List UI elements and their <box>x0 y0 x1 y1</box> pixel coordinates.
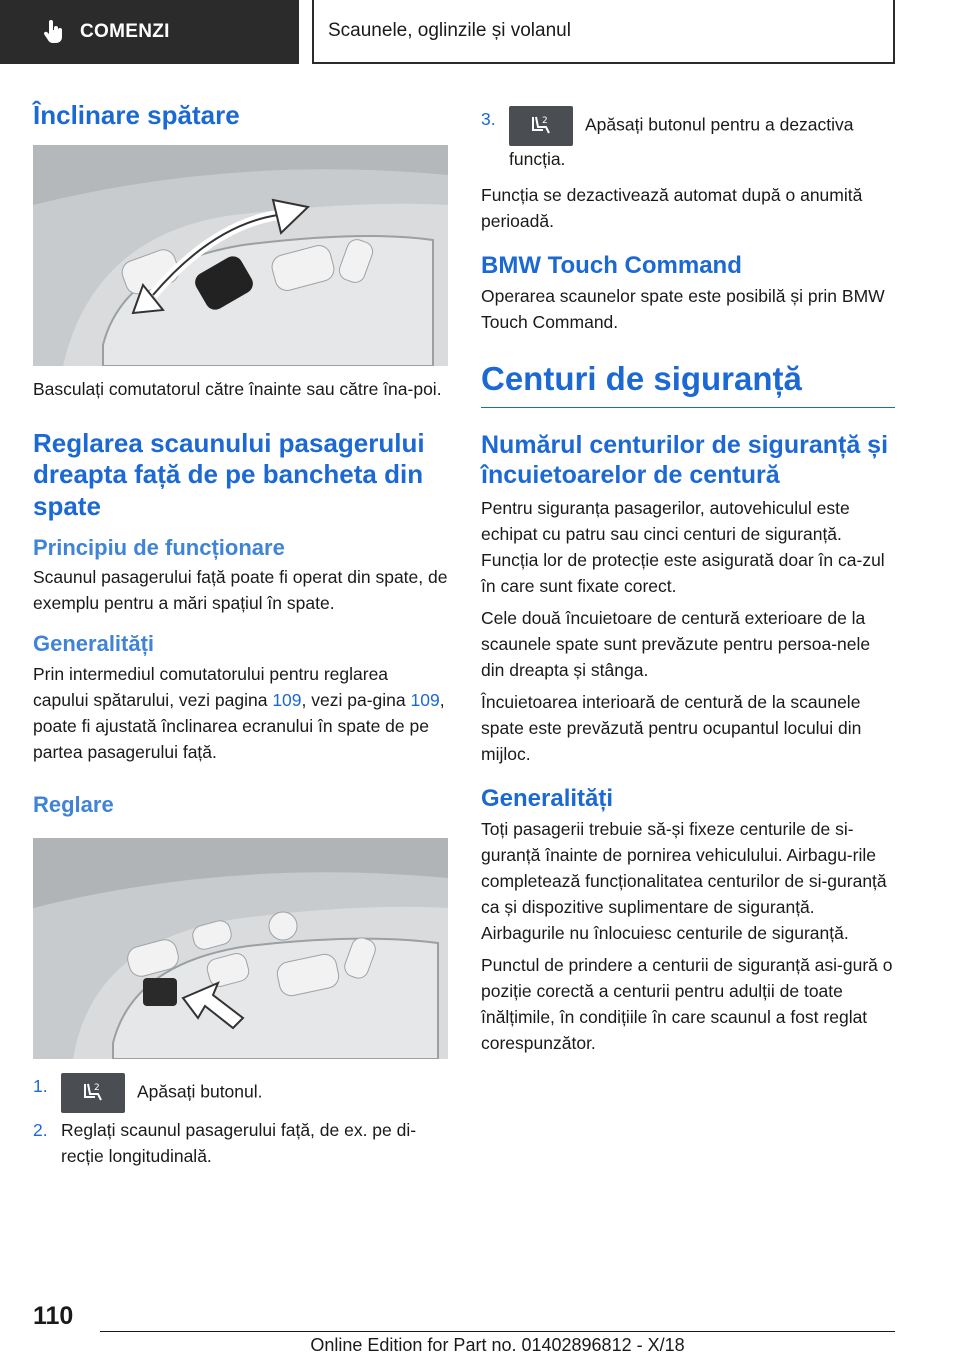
step-item-3 <box>481 106 895 172</box>
header-chapter-box <box>312 0 895 64</box>
heading-adjust: Reglare <box>33 791 114 817</box>
paragraph-backrest: Basculați comutatorul către înainte sau către îna-poi. <box>33 379 442 400</box>
page-link-109-b[interactable]: 109 <box>410 689 440 710</box>
page-link-109-a[interactable]: 109 <box>272 689 302 710</box>
svg-text:2: 2 <box>94 1082 100 1093</box>
backrest-switch-photo <box>33 145 448 366</box>
heading-passenger-seat: Reglarea scaunului pasagerului dreapta față de pe bancheta din spate <box>33 428 425 521</box>
text-segment: Prin intermediul comutatorului pentru reglarea capului spătarului, vezi pagina <box>33 663 389 710</box>
paragraph-general-right-2: Punctul de prindere a centurii de siguranță asi-gură o poziție corectă a centurii pentru adulții de toate înălțimile, în condițiile în care scaunul a fost reglat corespunzător. <box>481 954 893 1053</box>
step-number: 3. <box>481 109 496 129</box>
paragraph-belt-number-1: Pentru siguranța pasagerilor, autovehiculul este echipat cu patru sau cinci centuri de siguranță. Funcția lor de protecție este asigurată doar în ca-zul în care sunt fixate corect. <box>481 497 885 596</box>
text-segment: , poate fi ajustată înclinarea ecranului în spate de pe partea pasagerului față. <box>33 689 445 762</box>
chapter-title: Scaunele, oglinzile și volanul <box>328 20 571 41</box>
heading-principle: Principiu de funcționare <box>33 534 285 560</box>
seat-passenger-icon <box>529 114 553 138</box>
heading-belt-number: Numărul centurilor de siguranță și încuietoarelor de centură <box>481 430 889 490</box>
heading-general-left: Generalități <box>33 631 155 657</box>
step-text: Apăsați butonul pentru a dezactiva funcția. <box>509 114 854 169</box>
footer-divider <box>100 1331 895 1332</box>
step-item-1 <box>33 1073 448 1113</box>
paragraph-principle: Scaunul pasagerului față poate fi operat din spate, de exemplu pentru a mări spațiul în spate. <box>33 567 448 614</box>
section-label: COMENZI <box>80 21 170 42</box>
step-text: Apăsați butonul. <box>137 1081 263 1102</box>
paragraph-auto-off: Funcția se dezactivează automat după o anumită perioadă. <box>481 185 863 231</box>
paragraph-touch-command: Operarea scaunelor spate este posibilă și prin BMW Touch Command. <box>481 286 885 333</box>
heading-general-right: Generalități <box>481 784 614 812</box>
heading-seat-belts: Centuri de siguranță <box>481 359 895 408</box>
step-number: 1. <box>33 1075 48 1096</box>
paragraph-belt-number-3: Încuietoarea interioară de centură de la scaunele spate este prevăzută pentru ocupantul locului din mijloc. <box>481 691 862 764</box>
page-number: 110 <box>33 1302 74 1330</box>
hand-pointer-icon <box>40 19 66 45</box>
seat-passenger-icon <box>81 1081 105 1105</box>
left-column <box>33 100 448 1169</box>
paragraph-general-right-1: Toți pasagerii trebuie să-și fixeze centurile de si-guranță înainte de pornirea vehiculului. Airbagu-rile completează funcționalitatea centurilor de si-guranță ca și dispozitive suplimentare de siguranță. Airbagurile nu înlocuiesc centurile de siguranță. <box>481 818 887 943</box>
seat-passenger-button-image <box>61 1073 125 1113</box>
step-number: 2. <box>33 1119 48 1140</box>
header-section-tab <box>0 0 299 64</box>
right-column <box>481 106 895 1056</box>
footer-edition: Online Edition for Part no. 01402896812 - X/18 <box>310 1335 685 1355</box>
seat-controls-photo <box>33 838 448 1059</box>
step-text: Reglați scaunul pasagerului față, de ex. pe di-recție longitudinală. <box>61 1119 417 1166</box>
text-segment: , vezi pa-gina <box>301 689 411 710</box>
step-item-2 <box>33 1117 448 1169</box>
steps-list <box>33 1073 448 1169</box>
steps-list-continued <box>481 106 895 172</box>
paragraph-belt-number-2: Cele două încuietoare de centură exterioare de la scaunele spate sunt prevăzute pentru persoa-nele din dreapta și stânga. <box>481 607 871 680</box>
heading-touch-command: BMW Touch Command <box>481 252 742 279</box>
svg-text:2: 2 <box>542 116 548 126</box>
paragraph-general-left <box>33 661 448 765</box>
heading-backrest: Înclinare spătare <box>33 100 240 130</box>
seat-passenger-button-image <box>509 106 573 146</box>
